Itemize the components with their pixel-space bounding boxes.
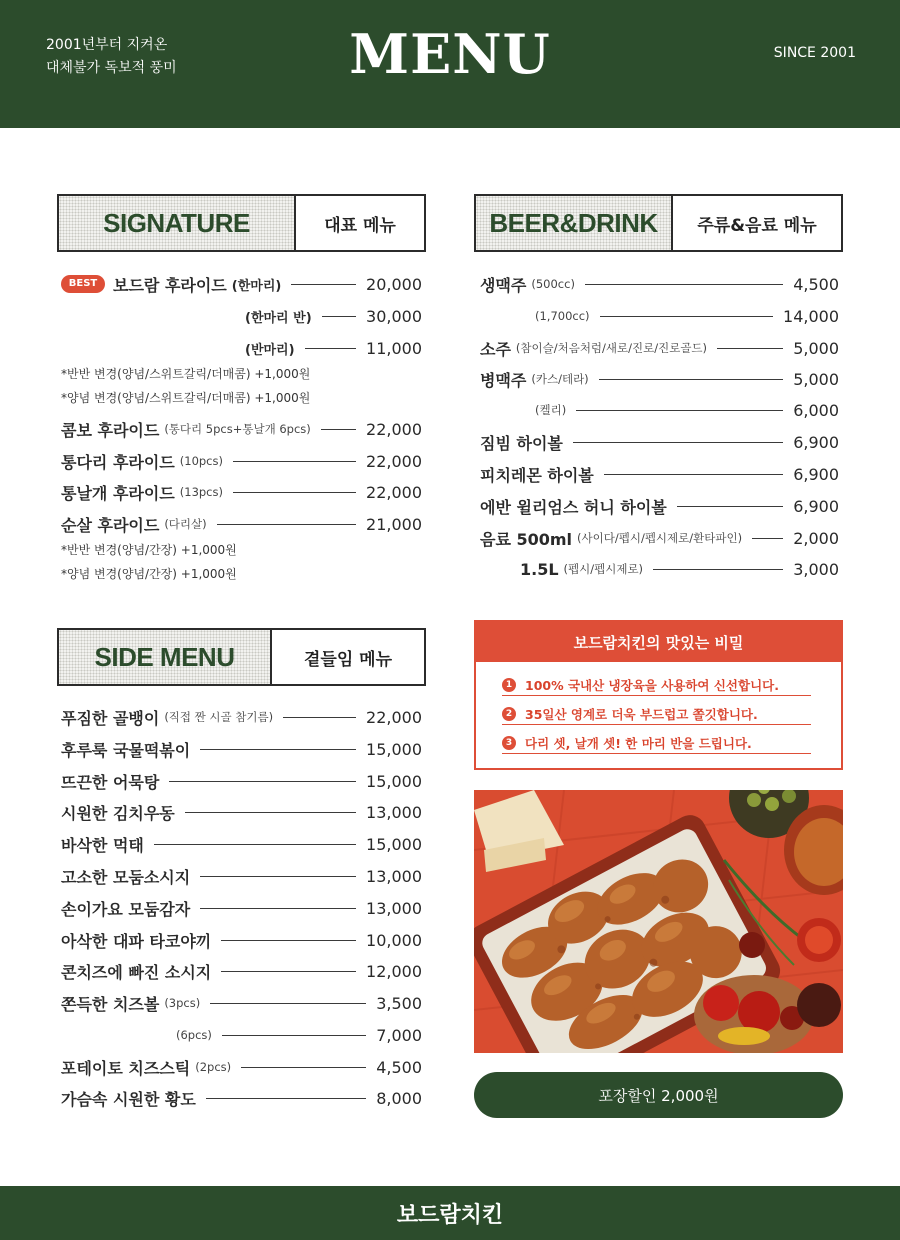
leader-line [210,1003,366,1004]
menu-item [61,800,422,824]
menu-item [61,959,422,983]
item-price: 4,500 [376,1057,422,1077]
menu-item [61,480,422,504]
item-note: (500cc) [531,277,575,291]
secret-box [474,620,843,770]
leader-line [322,316,356,317]
item-name: 시원한 김치우동 [61,803,175,823]
menu-item [61,832,422,856]
secret-text: 100% 국내산 냉장육을 사용하여 신선합니다. [525,677,779,693]
leader-line [321,429,356,430]
menu-item [61,864,422,888]
fried-chicken-illustration [474,790,843,1053]
secret-title: 보드람치킨의 맛있는 비밀 [476,622,841,662]
item-price: 12,000 [366,961,422,981]
item-price: 2,000 [793,528,839,548]
menu-item [480,494,839,518]
signature-header [57,194,426,252]
menu-item [61,705,422,729]
item-price: 22,000 [366,707,422,727]
option-note: *반반 변경(양념/간장) +1,000원 [61,543,237,557]
menu-item [480,462,839,486]
item-note: (다리살) [164,517,207,531]
menu-item [245,336,422,360]
item-price: 15,000 [366,739,422,759]
secret-number: 2 [502,707,516,721]
leader-line [233,492,356,493]
item-note: (1,700cc) [535,309,590,323]
leader-line [305,348,356,349]
item-price: 3,500 [376,993,422,1013]
item-name: 생맥주 [480,275,527,295]
item-note: (통다리 5pcs+통날개 6pcs) [164,422,311,436]
footer-bar [0,1186,900,1240]
item-name: 바삭한 먹태 [61,835,144,855]
menu-item [61,512,422,536]
side-title-en: SIDE MENU [59,630,272,684]
leader-line [752,538,783,539]
menu-item [480,272,839,296]
item-price: 5,000 [793,338,839,358]
option-note: *양념 변경(양념/스위트갈릭/더매콤) +1,000원 [61,391,311,405]
menu-item [61,417,422,441]
item-note: (반마리) [245,342,295,358]
item-price: 11,000 [366,338,422,358]
item-price: 13,000 [366,866,422,886]
item-name: 소주 [480,339,511,359]
leader-line [206,1098,366,1099]
item-name: 순살 후라이드 [61,515,160,535]
item-note: (10pcs) [179,454,223,468]
menu-item [535,304,839,328]
leader-line [217,524,356,525]
item-note: (참이슬/처음처럼/새로/진로/진로골드) [515,341,708,355]
leader-line [222,1035,366,1036]
item-name: 피치레몬 하이볼 [480,465,594,485]
menu-item [61,928,422,952]
signature-title-en: SIGNATURE [59,196,296,250]
secret-item [502,674,811,696]
signature-title-ko: 대표 메뉴 [324,215,396,236]
item-price: 15,000 [366,834,422,854]
menu-item [480,526,839,550]
item-name: 음료 500ml [480,529,573,549]
since-label: SINCE 2001 [773,45,856,61]
item-name: 푸짐한 골뱅이 [61,708,160,728]
item-name: 통다리 후라이드 [61,452,175,472]
item-note: (직접 짠 시골 참기름) [164,710,274,724]
item-price: 22,000 [366,451,422,471]
menu-item [520,557,839,581]
item-price: 10,000 [366,930,422,950]
beer-title-ko: 주류&음료 메뉴 [697,215,817,236]
leader-line [717,348,783,349]
secret-number: 1 [502,678,516,692]
item-price: 22,000 [366,419,422,439]
menu-item [480,367,839,391]
leader-line [169,781,356,782]
takeout-discount-banner: 포장할인 2,000원 [474,1072,843,1118]
menu-item [176,1023,422,1047]
secret-text: 35일산 영계로 더욱 부드럽고 쫄깃합니다. [525,706,758,722]
item-note: (13pcs) [179,485,223,499]
item-name: 병맥주 [480,370,527,390]
item-note: (켈리) [535,403,567,417]
leader-line [241,1067,366,1068]
item-name: 포테이토 치즈스틱 [61,1058,191,1078]
leader-line [599,379,784,380]
menu-item [480,430,839,454]
item-note: (한마리 반) [245,310,312,326]
item-price: 30,000 [366,306,422,326]
item-price: 20,000 [366,274,422,294]
item-note: (6pcs) [176,1028,212,1042]
item-price: 3,000 [793,559,839,579]
leader-line [221,940,356,941]
secret-item [502,732,811,754]
leader-line [185,812,356,813]
leader-line [576,410,783,411]
item-price: 5,000 [793,369,839,389]
option-note: *반반 변경(양념/스위트갈릭/더매콤) +1,000원 [61,367,311,381]
item-name: 1.5L [520,559,559,579]
best-badge: BEST [61,275,105,293]
item-name: 통날개 후라이드 [61,483,175,503]
menu-item [61,272,422,296]
item-name: 아삭한 대파 타코야끼 [61,931,212,951]
menu-item [61,737,422,761]
option-note: *양념 변경(양념/간장) +1,000원 [61,567,237,581]
leader-line [283,717,356,718]
item-note: (한마리) [231,278,282,294]
item-price: 8,000 [376,1088,422,1108]
item-name: 콤보 후라이드 [61,420,160,440]
item-name: 콘치즈에 빠진 소시지 [61,962,212,982]
tagline-line-1: 2001년부터 지켜온 [46,37,168,53]
item-price: 13,000 [366,802,422,822]
leader-line [573,442,783,443]
leader-line [600,316,773,317]
item-name: 손이가요 모둠감자 [61,899,191,919]
item-note: (2pcs) [195,1060,232,1074]
leader-line [200,876,356,877]
item-note: (펩시/펩시제로) [563,562,644,576]
item-price: 7,000 [376,1025,422,1045]
leader-line [233,461,356,462]
footer-brand: 보드람치킨 [396,1202,504,1228]
leader-line [154,844,356,845]
item-name: 가슴속 시원한 황도 [61,1089,196,1109]
item-name: 고소한 모둠소시지 [61,867,191,887]
item-price: 6,900 [793,496,839,516]
beer-drink-header [474,194,843,252]
item-price: 4,500 [793,274,839,294]
menu-item [61,769,422,793]
item-name: 짐빔 하이볼 [480,433,563,453]
secret-item [502,703,811,725]
menu-item [61,991,422,1015]
menu-item [245,304,422,328]
leader-line [221,971,356,972]
leader-line [200,749,356,750]
item-note: (사이다/펩시/펩시제로/환타파인) [577,531,743,545]
tagline-line-2: 대체불가 독보적 풍미 [46,60,177,76]
item-name: 뜨끈한 어묵탕 [61,772,160,792]
menu-item [61,1086,422,1110]
item-note: (3pcs) [164,996,201,1010]
side-menu-header [57,628,426,686]
item-price: 22,000 [366,482,422,502]
secret-number: 3 [502,736,516,750]
leader-line [604,474,783,475]
item-price: 14,000 [783,306,839,326]
page-title: MENU [349,22,551,86]
fried-chicken-photo [474,790,843,1053]
leader-line [291,284,356,285]
leader-line [585,284,783,285]
secret-text: 다리 셋, 날개 셋! 한 마리 반을 드립니다. [525,735,752,751]
menu-item [61,896,422,920]
menu-item [61,1055,422,1079]
leader-line [200,908,356,909]
menu-item [535,398,839,422]
header-bar [0,0,900,128]
item-price: 13,000 [366,898,422,918]
beer-title-en: BEER&DRINK [476,196,673,250]
item-note: (카스/테라) [531,372,589,386]
item-name: 후루룩 국물떡볶이 [61,740,191,760]
item-name: 보드람 후라이드 [113,275,227,295]
item-price: 15,000 [366,771,422,791]
menu-item [480,336,839,360]
item-price: 6,000 [793,400,839,420]
item-price: 6,900 [793,464,839,484]
side-title-ko: 곁들임 메뉴 [303,649,393,670]
leader-line [677,506,783,507]
menu-item [61,449,422,473]
leader-line [653,569,783,570]
item-name: 쫀득한 치즈볼 [61,994,160,1014]
item-price: 6,900 [793,432,839,452]
item-price: 21,000 [366,514,422,534]
item-name: 에반 윌리엄스 허니 하이볼 [480,497,667,517]
